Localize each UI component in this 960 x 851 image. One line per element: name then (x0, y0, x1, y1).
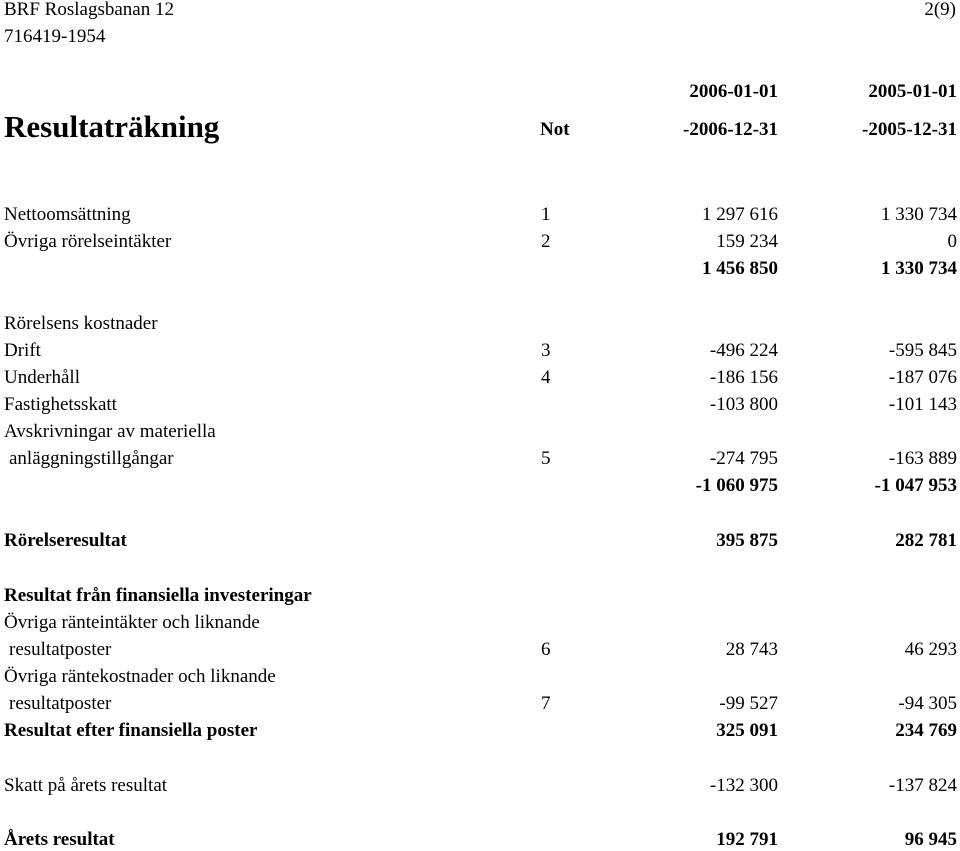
row-label-continued: resultatposter (9, 693, 112, 714)
row-label-continued: resultatposter (9, 639, 112, 660)
row-current-value: 325 091 (716, 720, 778, 741)
row-current-value: 395 875 (716, 530, 778, 551)
row-note: 2 (541, 231, 551, 252)
row-current-value: 28 743 (725, 639, 778, 660)
row-label: Övriga rörelseintäkter (4, 231, 172, 252)
row-current-value: 1 297 616 (702, 204, 778, 225)
row-current-value: -103 800 (709, 394, 778, 415)
row-label: Skatt på årets resultat (4, 775, 168, 796)
row-label: Övriga ränteintäkter och liknande (4, 612, 260, 633)
row-label: Rörelseresultat (4, 530, 127, 551)
row-label: Fastighetsskatt (4, 394, 117, 415)
organization-name: BRF Roslagsbanan 12 (4, 0, 174, 20)
row-prior-value: -137 824 (888, 775, 957, 796)
section-heading: Resultat från finansiella investeringar (4, 585, 312, 606)
current-period-start: 2006-01-01 (689, 81, 778, 102)
row-prior-value: 1 330 734 (881, 204, 957, 225)
row-prior-value: -94 305 (898, 693, 957, 714)
row-prior-value: 0 (947, 231, 957, 252)
row-note: 4 (541, 367, 551, 388)
row-current-value: -186 156 (709, 367, 778, 388)
row-prior-value: 282 781 (895, 530, 957, 551)
row-note: 3 (541, 340, 551, 361)
subtotal-prior-value: -1 047 953 (874, 475, 957, 496)
row-prior-value: -595 845 (888, 340, 957, 361)
row-note: 6 (541, 639, 551, 660)
row-label-continued: anläggningstillgångar (9, 448, 174, 469)
row-current-value: 192 791 (716, 829, 778, 850)
row-current-value: -132 300 (709, 775, 778, 796)
row-prior-value: -163 889 (888, 448, 957, 469)
row-prior-value: 46 293 (904, 639, 957, 660)
row-label: Årets resultat (4, 829, 115, 850)
page-title: Resultaträkning (4, 109, 220, 144)
row-prior-value: -101 143 (888, 394, 957, 415)
row-label: Avskrivningar av materiella (4, 421, 216, 442)
row-label: Resultat efter finansiella poster (4, 720, 258, 741)
prior-period-start: 2005-01-01 (868, 81, 957, 102)
row-prior-value: -187 076 (888, 367, 957, 388)
subtotal-prior-value: 1 330 734 (881, 258, 957, 279)
row-note: 1 (541, 204, 551, 225)
row-label: Övriga räntekostnader och liknande (4, 666, 276, 687)
section-heading: Rörelsens kostnader (4, 313, 158, 334)
row-current-value: -99 527 (719, 693, 778, 714)
current-period-end: -2006-12-31 (683, 119, 778, 140)
row-label: Drift (4, 340, 41, 361)
row-current-value: 159 234 (716, 231, 778, 252)
row-current-value: -496 224 (709, 340, 778, 361)
row-current-value: -274 795 (709, 448, 778, 469)
row-label: Nettoomsättning (4, 204, 131, 225)
subtotal-current-value: -1 060 975 (695, 475, 778, 496)
note-column-header: Not (540, 119, 570, 140)
row-note: 5 (541, 448, 551, 469)
row-label: Underhåll (4, 367, 80, 388)
row-prior-value: 234 769 (895, 720, 957, 741)
row-prior-value: 96 945 (904, 829, 957, 850)
page-number: 2(9) (924, 0, 956, 20)
subtotal-current-value: 1 456 850 (702, 258, 778, 279)
organization-number: 716419-1954 (4, 26, 106, 47)
prior-period-end: -2005-12-31 (862, 119, 957, 140)
row-note: 7 (541, 693, 551, 714)
